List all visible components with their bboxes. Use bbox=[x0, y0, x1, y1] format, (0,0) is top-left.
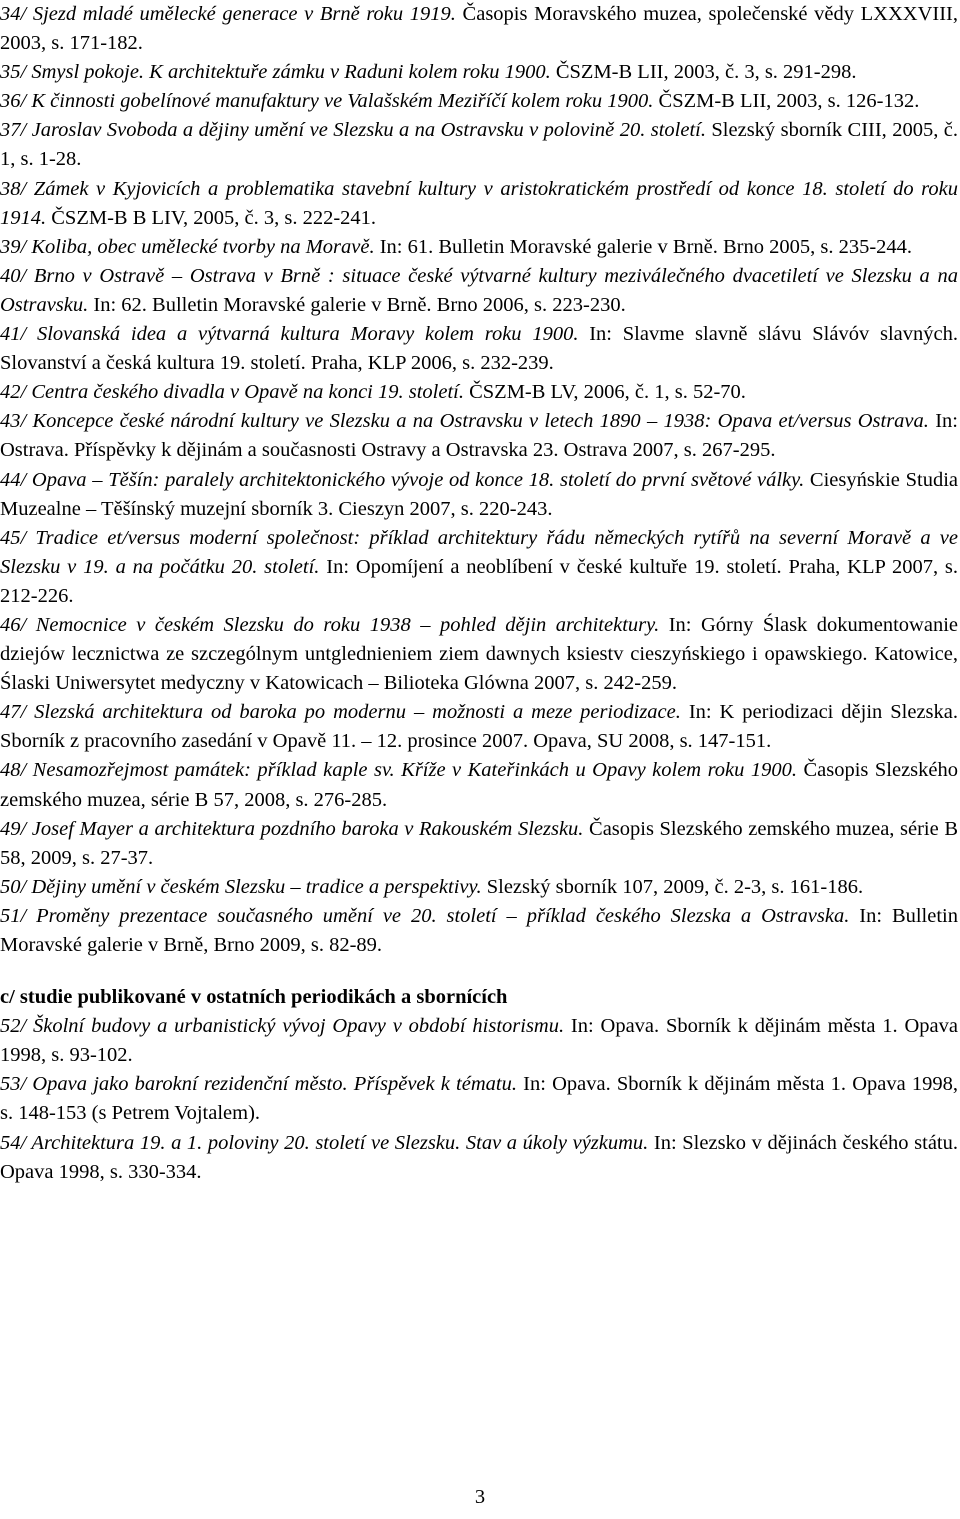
entry-source: In: 61. Bulletin Moravské galerie v Brně. Brno 2005, s. 235-244. bbox=[374, 235, 913, 258]
section-heading: c/ studie publikované v ostatních periodikách a sbornících bbox=[0, 986, 508, 1009]
entry-title: 41/ Slovanská idea a výtvarná kultura Moravy kolem roku 1900. bbox=[0, 323, 579, 346]
bibliography-entry-49 bbox=[0, 815, 958, 873]
bibliography-entry-34 bbox=[0, 0, 958, 58]
entry-title: 44/ Opava – Těšín: paralely architektonického vývoje od konce 18. století do první světové války. bbox=[0, 468, 805, 491]
entry-title: 35/ Smysl pokoje. K architektuře zámku v Raduni kolem roku 1900. bbox=[0, 61, 551, 84]
entry-source: Časopis Slezského zemského muzea, série B 58, 2009, s. 27-37. bbox=[0, 817, 958, 869]
entry-source: In: Opava. Sborník k dějinám města 1. Opava 1998, s. 148-153 (s Petrem Vojtalem). bbox=[0, 1073, 958, 1125]
entry-source: Slezský sborník 107, 2009, č. 2-3, s. 161-186. bbox=[481, 875, 864, 898]
entry-title: 51/ Proměny prezentace současného umění ve 20. století – příklad českého Slezska a Ostravska. bbox=[0, 904, 850, 927]
bibliography-entry-44 bbox=[0, 466, 958, 524]
entry-title: 46/ Nemocnice v českém Slezsku do roku 1938 – pohled dějin architektury. bbox=[0, 613, 660, 636]
bibliography-entry-45 bbox=[0, 524, 958, 611]
bibliography-entry-43 bbox=[0, 407, 958, 465]
bibliography-entry-50 bbox=[0, 873, 958, 902]
bibliography-entry-51 bbox=[0, 902, 958, 960]
entry-source: In: Slezsko v dějinách českého státu. Opava 1998, s. 330-334. bbox=[0, 1131, 958, 1183]
entry-title: 43/ Koncepce české národní kultury ve Slezsku a na Ostravsku v letech 1890 – 1938: Opava et/versus Ostrava. bbox=[0, 410, 929, 433]
entry-source: In: K periodizaci dějin Slezska. Sborník z pracovního zasedání v Opavě 11. – 12. prosince 2007. Opava, SU 2008, s. 147-151. bbox=[0, 701, 958, 753]
bibliography-entry-40 bbox=[0, 262, 958, 320]
bibliography-entry-46 bbox=[0, 611, 958, 698]
bibliography-entry-53 bbox=[0, 1070, 958, 1128]
bibliography-entry-36 bbox=[0, 87, 958, 116]
entry-source: In: Bulletin Moravské galerie v Brně, Brno 2009, s. 82-89. bbox=[0, 904, 958, 956]
bibliography-entry-37 bbox=[0, 116, 958, 174]
bibliography-entry-35 bbox=[0, 58, 958, 87]
entry-title: 53/ Opava jako barokní rezidenční město. Příspěvek k tématu. bbox=[0, 1073, 517, 1096]
entry-source: ČSZM-B LV, 2006, č. 1, s. 52-70. bbox=[463, 381, 746, 404]
entry-source: Časopis Slezského zemského muzea, série B 57, 2008, s. 276-285. bbox=[0, 759, 958, 811]
entry-source: In: Opava. Sborník k dějinám města 1. Opava 1998, s. 93-102. bbox=[0, 1015, 958, 1067]
bibliography-entry-39 bbox=[0, 233, 958, 262]
entry-source: Ciesyńskie Studia Muzealne – Těšínský muzejní sborník 3. Cieszyn 2007, s. 220-243. bbox=[0, 468, 958, 520]
entry-source: In: Slavme slavně slávu Slávóv slavných. Slovanství a česká kultura 19. století. Praha, KLP 2006, s. 232-239. bbox=[0, 323, 958, 375]
entry-title: 39/ Koliba, obec umělecké tvorby na Moravě. bbox=[0, 235, 375, 258]
entry-source: Časopis Moravského muzea, společenské vědy LXXXVIII, 2003, s. 171-182. bbox=[0, 3, 958, 55]
page-number: 3 bbox=[474, 1486, 486, 1508]
entry-source: In: Opomíjení a neoblíbení v české kultuře 19. století. Praha, KLP 2007, s. 212-226. bbox=[0, 555, 958, 607]
bibliography-entry-38 bbox=[0, 175, 958, 233]
entry-title: 34/ Sjezd mladé umělecké generace v Brně roku 1919. bbox=[0, 3, 456, 25]
entry-title: 37/ Jaroslav Svoboda a dějiny umění ve Slezsku a na Ostravsku v polovině 20. století. bbox=[0, 119, 706, 142]
entry-title: 47/ Slezská architektura od baroka po modernu – možnosti a meze periodizace. bbox=[0, 701, 681, 724]
bibliography-entry-48 bbox=[0, 756, 958, 814]
entry-title: 54/ Architektura 19. a 1. poloviny 20. století ve Slezsku. Stav a úkoly výzkumu. bbox=[0, 1131, 649, 1154]
section-c bbox=[0, 983, 958, 1187]
entry-source: Slezský sborník CIII, 2005, č. 1, s. 1-28. bbox=[0, 119, 959, 171]
bibliography-entry-42 bbox=[0, 378, 958, 407]
bibliography-entry-47 bbox=[0, 698, 958, 756]
entry-source: ČSZM-B LII, 2003, č. 3, s. 291-298. bbox=[550, 61, 857, 84]
entry-title: 40/ Brno v Ostravě – Ostrava v Brně : situace české výtvarné kultury meziválečného dvacetiletí ve Slezsku a na Ostravsku. bbox=[0, 264, 958, 316]
bibliography-entry-52 bbox=[0, 1012, 958, 1070]
entry-title: 52/ Školní budovy a urbanistický vývoj Opavy v období historismu. bbox=[0, 1015, 565, 1038]
entry-title: 38/ Zámek v Kyjovicích a problematika stavební kultury v aristokratickém prostředí od konce 18. století do roku 1914. bbox=[0, 177, 958, 229]
bibliography-entry-41 bbox=[0, 320, 958, 378]
entry-title: 45/ Tradice et/versus moderní společnost: příklad architektury řádu německých rytířů na severní Moravě a ve Slezsku v 19. a na počátku 20. století. bbox=[0, 526, 958, 578]
entry-source: In: Ostrava. Příspěvky k dějinám a současnosti Ostravy a Ostravska 23. Ostrava 2007, s. 267-295. bbox=[0, 410, 958, 462]
entry-source: ČSZM-B B LIV, 2005, č. 3, s. 222-241. bbox=[46, 206, 377, 229]
entry-source: ČSZM-B LII, 2003, s. 126-132. bbox=[653, 90, 920, 113]
entry-title: 36/ K činnosti gobelínové manufaktury ve Valašském Meziříčí kolem roku 1900. bbox=[0, 90, 654, 113]
entry-title: 42/ Centra českého divadla v Opavě na konci 19. století. bbox=[0, 381, 464, 404]
bibliography-entry-54 bbox=[0, 1129, 958, 1187]
entry-source: In: Górny Ślask dokumentowanie dziejów lecznictwa ze szczególnym untglednieniem ziem dawnych ksiestv cieszyńskiego i opawskiego. Katowice, Ślaski Uniwersytet medyczny v Katowicach – Bilioteka Glówna 2007, s. 242-259. bbox=[0, 613, 958, 695]
entry-title: 50/ Dějiny umění v českém Slezsku – tradice a perspektivy. bbox=[0, 875, 482, 898]
entry-title: 48/ Nesamozřejmost památek: příklad kaple sv. Kříže v Kateřinkách u Opavy kolem roku 1900. bbox=[0, 759, 797, 782]
entry-title: 49/ Josef Mayer a architektura pozdního baroka v Rakouském Slezsku. bbox=[0, 817, 584, 840]
entry-source: In: 62. Bulletin Moravské galerie v Brně. Brno 2006, s. 223-230. bbox=[88, 293, 626, 316]
